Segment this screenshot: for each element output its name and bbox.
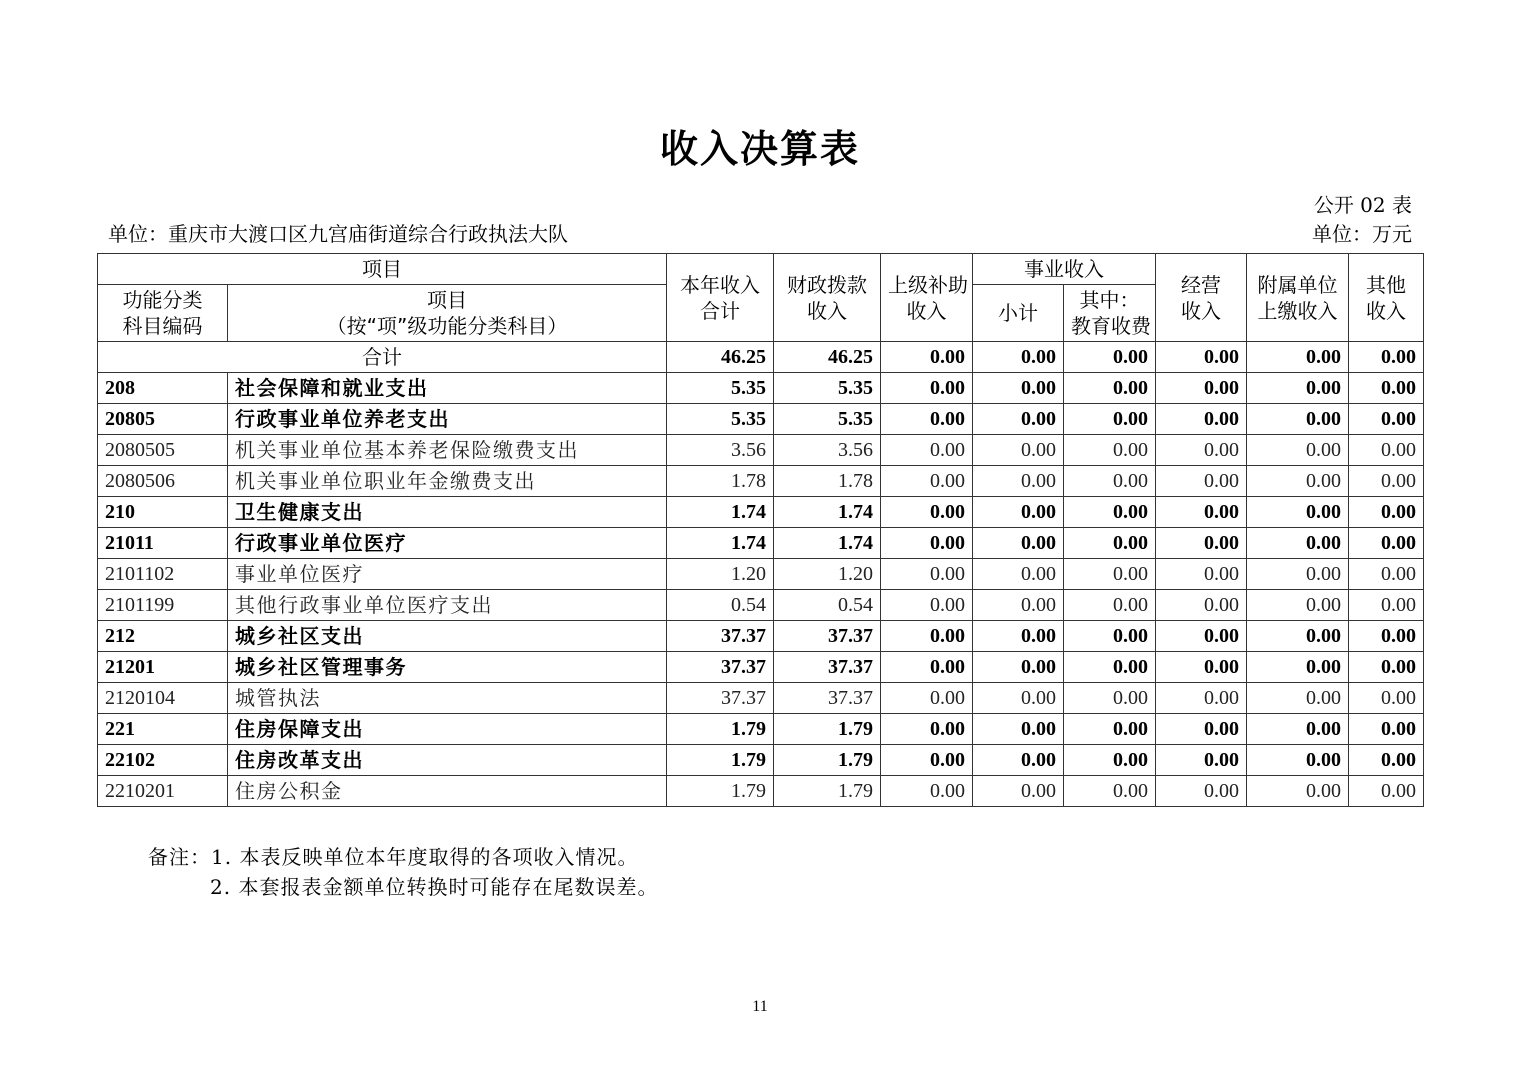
amount-cell: 0.00 bbox=[1247, 528, 1349, 559]
amount-cell: 0.00 bbox=[1349, 559, 1424, 590]
table-row bbox=[98, 621, 1424, 652]
reporting-unit: 单位：重庆市大渡口区九宫庙街道综合行政执法大队 bbox=[108, 222, 568, 246]
amount-cell: 0.00 bbox=[973, 466, 1064, 497]
amount-cell: 0.00 bbox=[881, 497, 973, 528]
header-superior-subsidy: 上级补助 收入 bbox=[881, 254, 973, 342]
amount-cell: 0.00 bbox=[1064, 466, 1156, 497]
item-name-cell: 住房改革支出 bbox=[228, 745, 667, 776]
amount-cell: 3.56 bbox=[774, 435, 881, 466]
table-row bbox=[98, 652, 1424, 683]
table-row bbox=[98, 683, 1424, 714]
total-cell: 46.25 bbox=[667, 342, 774, 373]
table-row bbox=[98, 404, 1424, 435]
table-row bbox=[98, 497, 1424, 528]
func-code-cell: 2120104 bbox=[98, 683, 228, 714]
amount-cell: 1.74 bbox=[667, 497, 774, 528]
amount-cell: 0.00 bbox=[1247, 404, 1349, 435]
func-code-cell: 2080505 bbox=[98, 435, 228, 466]
header-operating-income: 经营 收入 bbox=[1156, 254, 1247, 342]
func-code-cell: 21201 bbox=[98, 652, 228, 683]
amount-cell: 0.00 bbox=[1349, 497, 1424, 528]
amount-cell: 0.00 bbox=[1156, 621, 1247, 652]
amount-cell: 37.37 bbox=[774, 652, 881, 683]
item-name-cell: 卫生健康支出 bbox=[228, 497, 667, 528]
amount-cell: 1.74 bbox=[774, 497, 881, 528]
func-code-cell: 208 bbox=[98, 373, 228, 404]
amount-cell: 0.00 bbox=[1156, 652, 1247, 683]
amount-cell: 0.00 bbox=[1349, 435, 1424, 466]
amount-cell: 0.00 bbox=[881, 404, 973, 435]
func-code-cell: 22102 bbox=[98, 745, 228, 776]
header-business-income: 事业收入 bbox=[973, 254, 1156, 285]
amount-cell: 0.00 bbox=[881, 776, 973, 807]
amount-cell: 0.00 bbox=[1247, 497, 1349, 528]
amount-cell: 0.00 bbox=[1247, 776, 1349, 807]
amount-cell: 0.00 bbox=[1349, 776, 1424, 807]
amount-cell: 0.00 bbox=[1064, 404, 1156, 435]
amount-cell: 0.00 bbox=[1156, 435, 1247, 466]
total-cell: 0.00 bbox=[1156, 342, 1247, 373]
amount-cell: 37.37 bbox=[667, 652, 774, 683]
header-affiliated-income: 附属单位 上缴收入 bbox=[1247, 254, 1349, 342]
amount-cell: 37.37 bbox=[667, 683, 774, 714]
amount-cell: 1.79 bbox=[667, 745, 774, 776]
amount-cell: 0.00 bbox=[1349, 404, 1424, 435]
amount-cell: 0.00 bbox=[1064, 559, 1156, 590]
amount-cell: 0.00 bbox=[1156, 373, 1247, 404]
amount-cell: 0.00 bbox=[973, 652, 1064, 683]
amount-cell: 0.00 bbox=[1247, 652, 1349, 683]
amount-cell: 0.00 bbox=[1349, 528, 1424, 559]
amount-cell: 0.00 bbox=[881, 435, 973, 466]
amount-cell: 0.00 bbox=[881, 652, 973, 683]
total-cell: 0.00 bbox=[1247, 342, 1349, 373]
header-func-code: 功能分类 科目编码 bbox=[98, 285, 228, 342]
table-header bbox=[98, 254, 1424, 342]
total-row bbox=[98, 342, 1424, 373]
amount-cell: 0.00 bbox=[881, 621, 973, 652]
item-name-cell: 事业单位医疗 bbox=[228, 559, 667, 590]
func-code-cell: 212 bbox=[98, 621, 228, 652]
table-row bbox=[98, 590, 1424, 621]
amount-cell: 5.35 bbox=[667, 404, 774, 435]
amount-cell: 0.00 bbox=[973, 373, 1064, 404]
amount-cell: 0.00 bbox=[1247, 373, 1349, 404]
amount-cell: 1.79 bbox=[667, 776, 774, 807]
header-other-income: 其他 收入 bbox=[1349, 254, 1424, 342]
amount-cell: 0.00 bbox=[1064, 621, 1156, 652]
amount-cell: 1.20 bbox=[774, 559, 881, 590]
amount-cell: 0.00 bbox=[1349, 745, 1424, 776]
table-row bbox=[98, 466, 1424, 497]
amount-cell: 0.00 bbox=[1247, 590, 1349, 621]
amount-cell: 0.00 bbox=[1156, 497, 1247, 528]
amount-cell: 0.00 bbox=[881, 559, 973, 590]
item-name-cell: 行政事业单位养老支出 bbox=[228, 404, 667, 435]
table-body bbox=[98, 342, 1424, 807]
income-table bbox=[97, 253, 1424, 807]
item-name-cell: 社会保障和就业支出 bbox=[228, 373, 667, 404]
amount-cell: 0.00 bbox=[1064, 745, 1156, 776]
func-code-cell: 21011 bbox=[98, 528, 228, 559]
header-item: 项目 bbox=[98, 254, 667, 285]
item-name-cell: 机关事业单位基本养老保险缴费支出 bbox=[228, 435, 667, 466]
header-total-income: 本年收入 合计 bbox=[667, 254, 774, 342]
item-name-cell: 城乡社区管理事务 bbox=[228, 652, 667, 683]
amount-cell: 0.00 bbox=[973, 621, 1064, 652]
amount-cell: 0.00 bbox=[1156, 559, 1247, 590]
table-row bbox=[98, 776, 1424, 807]
amount-cell: 0.00 bbox=[881, 373, 973, 404]
total-label: 合计 bbox=[98, 342, 667, 373]
amount-cell: 0.00 bbox=[1156, 528, 1247, 559]
item-name-cell: 住房公积金 bbox=[228, 776, 667, 807]
amount-cell: 0.00 bbox=[1349, 652, 1424, 683]
func-code-cell: 2210201 bbox=[98, 776, 228, 807]
amount-cell: 0.54 bbox=[667, 590, 774, 621]
total-cell: 0.00 bbox=[973, 342, 1064, 373]
amount-cell: 1.79 bbox=[667, 714, 774, 745]
amount-cell: 1.78 bbox=[667, 466, 774, 497]
page-number: 11 bbox=[752, 998, 768, 1015]
amount-cell: 0.00 bbox=[1064, 714, 1156, 745]
amount-cell: 0.00 bbox=[973, 776, 1064, 807]
func-code-cell: 2101199 bbox=[98, 590, 228, 621]
total-cell: 46.25 bbox=[774, 342, 881, 373]
amount-cell: 0.00 bbox=[973, 683, 1064, 714]
amount-cell: 0.00 bbox=[1064, 652, 1156, 683]
amount-cell: 1.79 bbox=[774, 745, 881, 776]
amount-cell: 0.00 bbox=[973, 435, 1064, 466]
amount-cell: 1.78 bbox=[774, 466, 881, 497]
func-code-cell: 210 bbox=[98, 497, 228, 528]
amount-cell: 0.00 bbox=[1064, 776, 1156, 807]
amount-cell: 0.00 bbox=[1247, 621, 1349, 652]
amount-cell: 0.00 bbox=[1349, 683, 1424, 714]
item-name-cell: 机关事业单位职业年金缴费支出 bbox=[228, 466, 667, 497]
amount-cell: 0.00 bbox=[1156, 683, 1247, 714]
header-subtotal: 小计 bbox=[973, 285, 1064, 342]
amount-cell: 0.00 bbox=[973, 497, 1064, 528]
amount-cell: 0.00 bbox=[1349, 590, 1424, 621]
amount-cell: 0.00 bbox=[1349, 621, 1424, 652]
amount-cell: 37.37 bbox=[667, 621, 774, 652]
amount-cell: 0.00 bbox=[1247, 559, 1349, 590]
item-name-cell: 城乡社区支出 bbox=[228, 621, 667, 652]
amount-cell: 0.00 bbox=[881, 745, 973, 776]
func-code-cell: 2080506 bbox=[98, 466, 228, 497]
func-code-cell: 20805 bbox=[98, 404, 228, 435]
item-name-cell: 城管执法 bbox=[228, 683, 667, 714]
amount-cell: 0.00 bbox=[973, 745, 1064, 776]
amount-cell: 3.56 bbox=[667, 435, 774, 466]
amount-cell: 0.00 bbox=[881, 466, 973, 497]
amount-cell: 0.00 bbox=[973, 714, 1064, 745]
form-number: 公开 02 表 bbox=[1313, 193, 1412, 217]
amount-cell: 0.00 bbox=[1064, 683, 1156, 714]
amount-cell: 0.00 bbox=[973, 590, 1064, 621]
header-fiscal-appropriation: 财政拨款 收入 bbox=[774, 254, 881, 342]
amount-cell: 1.74 bbox=[774, 528, 881, 559]
amount-cell: 5.35 bbox=[667, 373, 774, 404]
amount-cell: 1.79 bbox=[774, 776, 881, 807]
amount-cell: 0.00 bbox=[973, 404, 1064, 435]
amount-cell: 5.35 bbox=[774, 404, 881, 435]
table-row bbox=[98, 435, 1424, 466]
amount-cell: 1.79 bbox=[774, 714, 881, 745]
amount-cell: 5.35 bbox=[774, 373, 881, 404]
item-name-cell: 行政事业单位医疗 bbox=[228, 528, 667, 559]
amount-cell: 0.00 bbox=[1247, 714, 1349, 745]
amount-cell: 0.00 bbox=[1156, 404, 1247, 435]
table-row bbox=[98, 373, 1424, 404]
amount-cell: 0.00 bbox=[1064, 528, 1156, 559]
total-cell: 0.00 bbox=[881, 342, 973, 373]
total-cell: 0.00 bbox=[1349, 342, 1424, 373]
item-name-cell: 其他行政事业单位医疗支出 bbox=[228, 590, 667, 621]
func-code-cell: 2101102 bbox=[98, 559, 228, 590]
amount-cell: 0.00 bbox=[1349, 373, 1424, 404]
header-item-name: 项目 （按“项”级功能分类科目） bbox=[228, 285, 667, 342]
table-row bbox=[98, 714, 1424, 745]
note-line-1: 备注：1. 本表反映单位本年度取得的各项收入情况。 bbox=[148, 845, 639, 869]
amount-cell: 0.00 bbox=[881, 683, 973, 714]
table-row bbox=[98, 528, 1424, 559]
amount-cell: 0.00 bbox=[1064, 373, 1156, 404]
amount-cell: 0.00 bbox=[1156, 590, 1247, 621]
amount-cell: 0.00 bbox=[1349, 466, 1424, 497]
table-row bbox=[98, 745, 1424, 776]
amount-cell: 0.00 bbox=[973, 528, 1064, 559]
page-title: 收入决算表 bbox=[659, 127, 860, 171]
item-name-cell: 住房保障支出 bbox=[228, 714, 667, 745]
amount-cell: 0.00 bbox=[1349, 714, 1424, 745]
amount-cell: 0.00 bbox=[973, 559, 1064, 590]
amount-cell: 0.00 bbox=[1064, 435, 1156, 466]
amount-cell: 0.00 bbox=[881, 528, 973, 559]
total-cell: 0.00 bbox=[1064, 342, 1156, 373]
amount-cell: 0.00 bbox=[1247, 683, 1349, 714]
amount-cell: 0.00 bbox=[1247, 466, 1349, 497]
header-edu-fees: 其中： 教育收费 bbox=[1064, 285, 1156, 342]
amount-cell: 1.74 bbox=[667, 528, 774, 559]
table-row bbox=[98, 559, 1424, 590]
amount-cell: 37.37 bbox=[774, 683, 881, 714]
amount-cell: 0.54 bbox=[774, 590, 881, 621]
amount-cell: 37.37 bbox=[774, 621, 881, 652]
amount-cell: 0.00 bbox=[1156, 745, 1247, 776]
amount-cell: 0.00 bbox=[881, 590, 973, 621]
note-line-2: 2. 本套报表金额单位转换时可能存在尾数误差。 bbox=[210, 875, 659, 899]
amount-cell: 0.00 bbox=[1064, 497, 1156, 528]
notes bbox=[148, 842, 658, 902]
amount-cell: 0.00 bbox=[881, 714, 973, 745]
amount-cell: 0.00 bbox=[1064, 590, 1156, 621]
amount-cell: 1.20 bbox=[667, 559, 774, 590]
amount-cell: 0.00 bbox=[1156, 466, 1247, 497]
amount-cell: 0.00 bbox=[1247, 745, 1349, 776]
currency-unit: 单位：万元 bbox=[1312, 222, 1412, 246]
amount-cell: 0.00 bbox=[1247, 435, 1349, 466]
amount-cell: 0.00 bbox=[1156, 714, 1247, 745]
func-code-cell: 221 bbox=[98, 714, 228, 745]
amount-cell: 0.00 bbox=[1156, 776, 1247, 807]
